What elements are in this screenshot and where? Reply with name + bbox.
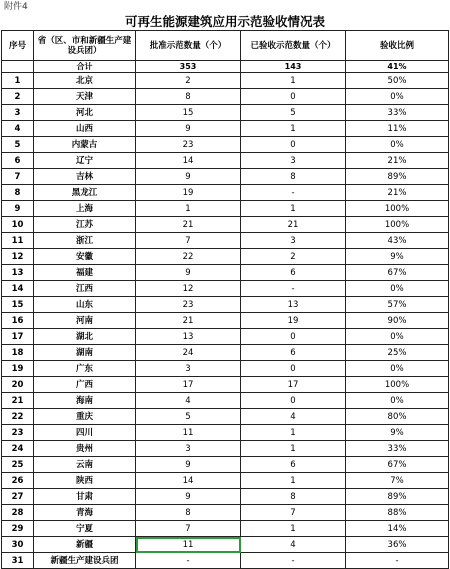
header-accepted[interactable]: 已验收示范数量（个） bbox=[241, 31, 346, 61]
cell-ratio[interactable]: 11% bbox=[346, 121, 449, 137]
cell-approved[interactable]: 5 bbox=[136, 409, 241, 425]
cell-no[interactable]: 13 bbox=[2, 265, 34, 281]
cell-no[interactable]: 29 bbox=[2, 521, 34, 537]
cell-ratio[interactable]: 21% bbox=[346, 185, 449, 201]
cell-province[interactable]: 云南 bbox=[34, 457, 136, 473]
acceptance-table bbox=[1, 30, 449, 569]
total-ratio[interactable]: 41% bbox=[346, 61, 449, 73]
cell-accepted[interactable]: 6 bbox=[241, 265, 346, 281]
table-row bbox=[2, 521, 449, 537]
cell-ratio[interactable]: 67% bbox=[346, 265, 449, 281]
cell-accepted[interactable]: 8 bbox=[241, 169, 346, 185]
cell-province[interactable]: 海南 bbox=[34, 393, 136, 409]
table-row bbox=[2, 489, 449, 505]
cell-accepted[interactable]: 1 bbox=[241, 201, 346, 217]
cell-province[interactable]: 浙江 bbox=[34, 233, 136, 249]
cell-accepted[interactable]: - bbox=[241, 553, 346, 569]
cell-approved[interactable]: 9 bbox=[136, 457, 241, 473]
cell-province[interactable]: 黑龙江 bbox=[34, 185, 136, 201]
cell-ratio[interactable]: 0% bbox=[346, 393, 449, 409]
selected-cell[interactable]: 11 bbox=[136, 537, 241, 553]
table-row bbox=[2, 457, 449, 473]
table-row bbox=[2, 281, 449, 297]
cell-accepted[interactable]: 21 bbox=[241, 217, 346, 233]
cell-province[interactable]: 吉林 bbox=[34, 169, 136, 185]
cell-no[interactable]: 31 bbox=[2, 553, 34, 569]
cell-ratio[interactable]: 0% bbox=[346, 329, 449, 345]
table-row bbox=[2, 377, 449, 393]
cell-no[interactable]: 26 bbox=[2, 473, 34, 489]
total-label[interactable]: 合计 bbox=[34, 61, 136, 73]
cell-province[interactable]: 湖南 bbox=[34, 345, 136, 361]
table-row bbox=[2, 553, 449, 569]
cell-province[interactable]: 内蒙古 bbox=[34, 137, 136, 153]
cell-accepted[interactable]: 6 bbox=[241, 457, 346, 473]
cell-province[interactable]: 广西 bbox=[34, 377, 136, 393]
cell-no[interactable]: 30 bbox=[2, 537, 34, 553]
cell-accepted[interactable]: 19 bbox=[241, 313, 346, 329]
cell-province[interactable]: 新疆 bbox=[34, 537, 136, 553]
table-row bbox=[2, 409, 449, 425]
total-approved[interactable]: 353 bbox=[136, 61, 241, 73]
cell-accepted[interactable]: - bbox=[241, 281, 346, 297]
cell-ratio[interactable]: 33% bbox=[346, 105, 449, 121]
cell-ratio[interactable]: 0% bbox=[346, 361, 449, 377]
table-row bbox=[2, 73, 449, 89]
cell-accepted[interactable]: 1 bbox=[241, 521, 346, 537]
cell-ratio[interactable]: 7% bbox=[346, 473, 449, 489]
cell-no[interactable]: 10 bbox=[2, 217, 34, 233]
table-row bbox=[2, 185, 449, 201]
table-row bbox=[2, 361, 449, 377]
cell-approved[interactable]: 8 bbox=[136, 89, 241, 105]
cell-no[interactable]: 3 bbox=[2, 105, 34, 121]
table-row bbox=[2, 297, 449, 313]
cell-no[interactable]: 25 bbox=[2, 457, 34, 473]
cell-no[interactable]: 22 bbox=[2, 409, 34, 425]
cell-no[interactable]: 1 bbox=[2, 73, 34, 89]
cell-province[interactable]: 福建 bbox=[34, 265, 136, 281]
cell-accepted[interactable]: 5 bbox=[241, 105, 346, 121]
table-row bbox=[2, 105, 449, 121]
cell-ratio[interactable]: 14% bbox=[346, 521, 449, 537]
cell-accepted[interactable]: 1 bbox=[241, 441, 346, 457]
cell-accepted[interactable]: 6 bbox=[241, 345, 346, 361]
total-accepted[interactable]: 143 bbox=[241, 61, 346, 73]
table-row bbox=[2, 89, 449, 105]
cell-province[interactable]: 甘肃 bbox=[34, 489, 136, 505]
cell-ratio[interactable]: 57% bbox=[346, 297, 449, 313]
cell-no[interactable]: 27 bbox=[2, 489, 34, 505]
cell-ratio[interactable]: 88% bbox=[346, 505, 449, 521]
cell-ratio[interactable]: 89% bbox=[346, 489, 449, 505]
cell-ratio[interactable]: 43% bbox=[346, 233, 449, 249]
cell-approved[interactable]: 14 bbox=[136, 153, 241, 169]
cell-no[interactable]: 2 bbox=[2, 89, 34, 105]
cell-approved[interactable]: 9 bbox=[136, 489, 241, 505]
cell-no[interactable]: 28 bbox=[2, 505, 34, 521]
cell-approved[interactable]: 23 bbox=[136, 137, 241, 153]
cell-ratio[interactable]: 50% bbox=[346, 73, 449, 89]
cell-ratio[interactable]: 25% bbox=[346, 345, 449, 361]
cell-approved[interactable]: 15 bbox=[136, 105, 241, 121]
table-row bbox=[2, 441, 449, 457]
table-row bbox=[2, 249, 449, 265]
table-row bbox=[2, 169, 449, 185]
cell-approved[interactable]: 24 bbox=[136, 345, 241, 361]
cell-ratio[interactable]: 67% bbox=[346, 457, 449, 473]
cell-ratio[interactable]: 100% bbox=[346, 201, 449, 217]
table-row bbox=[2, 217, 449, 233]
cell-ratio[interactable]: 0% bbox=[346, 137, 449, 153]
cell-accepted[interactable]: - bbox=[241, 185, 346, 201]
attachment-label: 附件4 bbox=[4, 2, 28, 12]
cell-ratio[interactable]: 9% bbox=[346, 425, 449, 441]
cell-no[interactable]: 18 bbox=[2, 345, 34, 361]
cell-province[interactable]: 江苏 bbox=[34, 217, 136, 233]
cell-no[interactable]: 7 bbox=[2, 169, 34, 185]
cell-accepted[interactable]: 17 bbox=[241, 377, 346, 393]
cell-approved[interactable]: 7 bbox=[136, 233, 241, 249]
cell-approved[interactable]: 9 bbox=[136, 121, 241, 137]
cell-approved[interactable]: 23 bbox=[136, 297, 241, 313]
cell-province[interactable]: 山东 bbox=[34, 297, 136, 313]
cell-province[interactable]: 北京 bbox=[34, 73, 136, 89]
table-row bbox=[2, 505, 449, 521]
cell-ratio[interactable]: 100% bbox=[346, 377, 449, 393]
header-province[interactable]: 省（区、市和新疆生产建设兵团） bbox=[34, 31, 136, 61]
table-row bbox=[2, 329, 449, 345]
cell-no[interactable]: 20 bbox=[2, 377, 34, 393]
cell-no[interactable]: 8 bbox=[2, 185, 34, 201]
cell-province[interactable]: 山西 bbox=[34, 121, 136, 137]
cell-approved[interactable]: 7 bbox=[136, 521, 241, 537]
cell-ratio[interactable]: - bbox=[346, 553, 449, 569]
cell-approved[interactable]: 11 bbox=[136, 425, 241, 441]
table-row bbox=[2, 537, 449, 553]
cell-province[interactable]: 四川 bbox=[34, 425, 136, 441]
cell-accepted[interactable]: 3 bbox=[241, 153, 346, 169]
cell-province[interactable]: 新疆生产建设兵团 bbox=[34, 553, 136, 569]
header-no[interactable]: 序号 bbox=[2, 31, 34, 61]
cell-accepted[interactable]: 13 bbox=[241, 297, 346, 313]
cell-no[interactable]: 24 bbox=[2, 441, 34, 457]
cell-accepted[interactable]: 1 bbox=[241, 121, 346, 137]
cell-approved[interactable]: 3 bbox=[136, 441, 241, 457]
cell-approved[interactable]: 22 bbox=[136, 249, 241, 265]
cell-accepted[interactable]: 7 bbox=[241, 505, 346, 521]
table-row bbox=[2, 393, 449, 409]
table-row bbox=[2, 233, 449, 249]
cell-accepted[interactable]: 0 bbox=[241, 329, 346, 345]
cell-no[interactable]: 15 bbox=[2, 297, 34, 313]
header-row bbox=[2, 31, 449, 61]
cell-province[interactable]: 河北 bbox=[34, 105, 136, 121]
cell-ratio[interactable]: 33% bbox=[346, 441, 449, 457]
cell-no[interactable]: 14 bbox=[2, 281, 34, 297]
cell-approved[interactable]: 12 bbox=[136, 281, 241, 297]
table-row bbox=[2, 425, 449, 441]
table-row bbox=[2, 121, 449, 137]
cell-no[interactable]: 21 bbox=[2, 393, 34, 409]
total-row bbox=[2, 61, 449, 73]
cell-approved[interactable]: 21 bbox=[136, 217, 241, 233]
table-row bbox=[2, 153, 449, 169]
cell-no[interactable]: 6 bbox=[2, 153, 34, 169]
cell-no[interactable]: 4 bbox=[2, 121, 34, 137]
cell-province[interactable]: 安徽 bbox=[34, 249, 136, 265]
cell-approved[interactable]: 13 bbox=[136, 329, 241, 345]
cell-province[interactable]: 辽宁 bbox=[34, 153, 136, 169]
cell-accepted[interactable]: 2 bbox=[241, 249, 346, 265]
cell-province[interactable]: 湖北 bbox=[34, 329, 136, 345]
cell-no[interactable]: 11 bbox=[2, 233, 34, 249]
cell-accepted[interactable]: 1 bbox=[241, 473, 346, 489]
cell-approved[interactable]: 4 bbox=[136, 393, 241, 409]
header-approved[interactable]: 批准示范数量（个） bbox=[136, 31, 241, 61]
table-row bbox=[2, 265, 449, 281]
cell-ratio[interactable]: 100% bbox=[346, 217, 449, 233]
cell-province[interactable]: 上海 bbox=[34, 201, 136, 217]
cell-no[interactable]: 12 bbox=[2, 249, 34, 265]
cell-accepted[interactable]: 0 bbox=[241, 137, 346, 153]
table-row bbox=[2, 313, 449, 329]
cell-no[interactable]: 19 bbox=[2, 361, 34, 377]
cell-accepted[interactable]: 1 bbox=[241, 425, 346, 441]
cell-province[interactable]: 陕西 bbox=[34, 473, 136, 489]
cell-province[interactable]: 江西 bbox=[34, 281, 136, 297]
cell-province[interactable]: 青海 bbox=[34, 505, 136, 521]
cell-approved[interactable]: 2 bbox=[136, 73, 241, 89]
cell-ratio[interactable]: 0% bbox=[346, 89, 449, 105]
cell-approved[interactable]: 14 bbox=[136, 473, 241, 489]
table-row bbox=[2, 473, 449, 489]
cell-no[interactable]: 9 bbox=[2, 201, 34, 217]
cell-approved[interactable]: 21 bbox=[136, 313, 241, 329]
cell-no[interactable]: 16 bbox=[2, 313, 34, 329]
cell-ratio[interactable]: 0% bbox=[346, 281, 449, 297]
cell-accepted[interactable]: 0 bbox=[241, 361, 346, 377]
cell-no[interactable]: 17 bbox=[2, 329, 34, 345]
table-row bbox=[2, 345, 449, 361]
cell-approved[interactable]: - bbox=[136, 553, 241, 569]
table-row bbox=[2, 201, 449, 217]
cell-province[interactable]: 重庆 bbox=[34, 409, 136, 425]
cell-accepted[interactable]: 1 bbox=[241, 73, 346, 89]
table-row bbox=[2, 137, 449, 153]
cell-province[interactable]: 广东 bbox=[34, 361, 136, 377]
cell-ratio[interactable]: 36% bbox=[346, 537, 449, 553]
cell-accepted[interactable]: 3 bbox=[241, 233, 346, 249]
cell-accepted[interactable]: 4 bbox=[241, 537, 346, 553]
cell-accepted[interactable]: 8 bbox=[241, 489, 346, 505]
cell-no[interactable]: 5 bbox=[2, 137, 34, 153]
cell-province[interactable]: 天津 bbox=[34, 89, 136, 105]
cell-no[interactable]: 23 bbox=[2, 425, 34, 441]
cell-province[interactable]: 河南 bbox=[34, 313, 136, 329]
total-no-cell[interactable] bbox=[2, 61, 34, 73]
cell-approved[interactable]: 9 bbox=[136, 265, 241, 281]
cell-approved[interactable]: 8 bbox=[136, 505, 241, 521]
cell-accepted[interactable]: 0 bbox=[241, 393, 346, 409]
cell-approved[interactable]: 9 bbox=[136, 169, 241, 185]
cell-ratio[interactable]: 80% bbox=[346, 409, 449, 425]
cell-approved[interactable]: 3 bbox=[136, 361, 241, 377]
cell-approved[interactable]: 17 bbox=[136, 377, 241, 393]
cell-ratio[interactable]: 89% bbox=[346, 169, 449, 185]
cell-approved[interactable]: 1 bbox=[136, 201, 241, 217]
cell-ratio[interactable]: 9% bbox=[346, 249, 449, 265]
cell-accepted[interactable]: 4 bbox=[241, 409, 346, 425]
table-title: 可再生能源建筑应用示范验收情况表 bbox=[124, 14, 325, 29]
cell-province[interactable]: 宁夏 bbox=[34, 521, 136, 537]
cell-approved[interactable]: 19 bbox=[136, 185, 241, 201]
cell-ratio[interactable]: 90% bbox=[346, 313, 449, 329]
cell-province[interactable]: 贵州 bbox=[34, 441, 136, 457]
header-ratio[interactable]: 验收比例 bbox=[346, 31, 449, 61]
cell-accepted[interactable]: 0 bbox=[241, 89, 346, 105]
cell-ratio[interactable]: 21% bbox=[346, 153, 449, 169]
